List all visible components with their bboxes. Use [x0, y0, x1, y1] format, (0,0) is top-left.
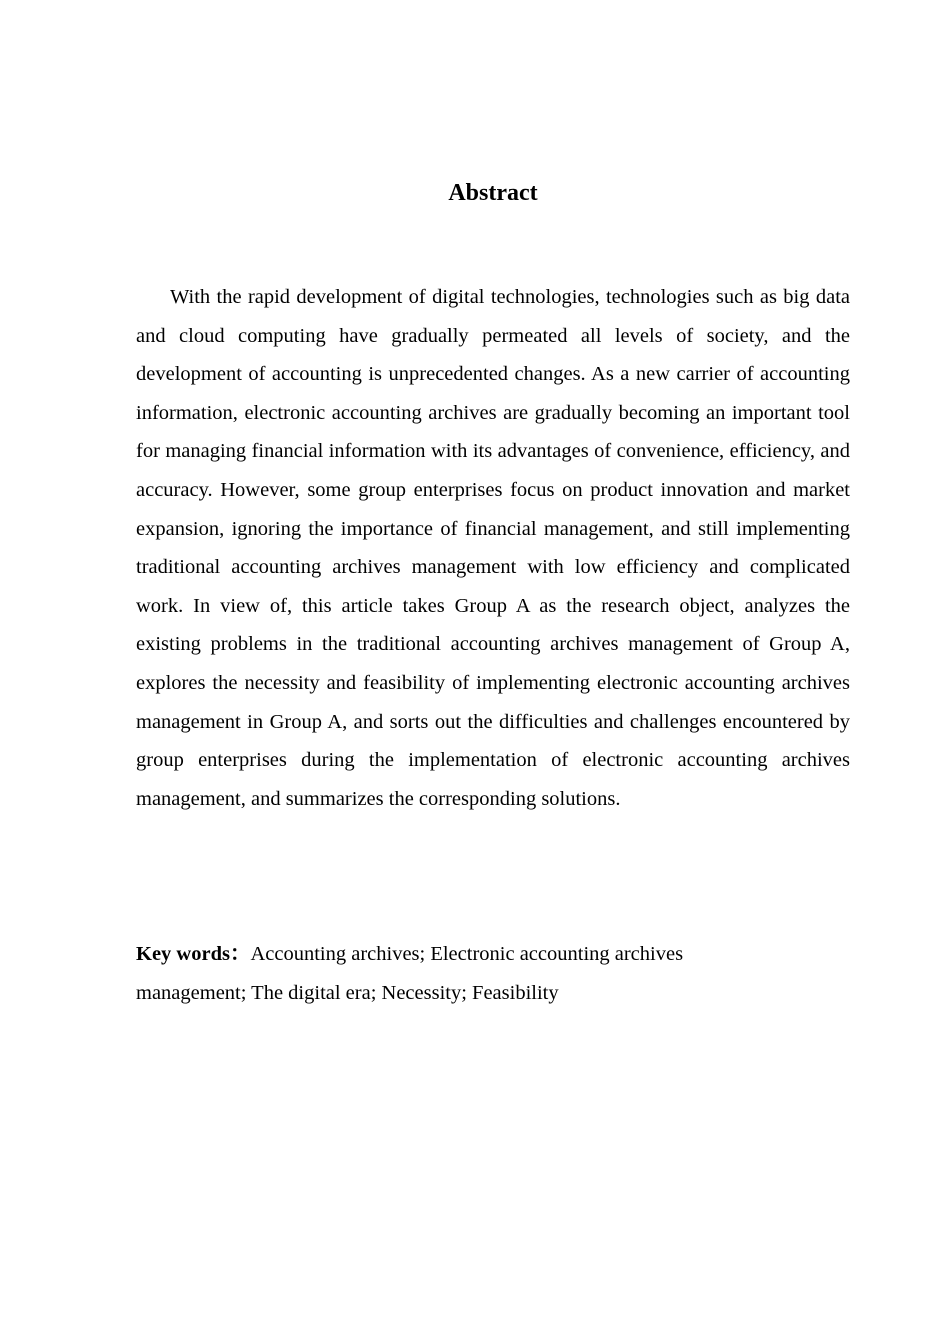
- keywords-text: Accounting archives; Electronic accounting archives management; The digital era; Necessity; Feasibility: [136, 943, 684, 1004]
- abstract-body: With the rapid development of digital technologies, technologies such as big data and cloud computing have gradually permeated all levels of society, and the development of accounting is unprecedented changes. As a new carrier of accounting information, electronic accounting archives are gradually becoming an important tool for managing financial information with its advantages of convenience, efficiency, and accuracy. However, some group enterprises focus on product innovation and market expansion, ignoring the importance of financial management, and still implementing traditional accounting archives management with low efficiency and complicated work. In view of, this article takes Group A as the research object, analyzes the existing problems in the traditional accounting archives management of Group A, explores the necessity and feasibility of implementing electronic accounting archives management in Group A, and sorts out the difficulties and challenges encountered by group enterprises during the implementation of electronic accounting archives management, and summarizes the corresponding solutions.: [136, 286, 850, 810]
- keywords-line: [136, 935, 746, 1012]
- abstract-title: Abstract: [448, 180, 538, 206]
- keywords-label: Key words：: [136, 943, 251, 965]
